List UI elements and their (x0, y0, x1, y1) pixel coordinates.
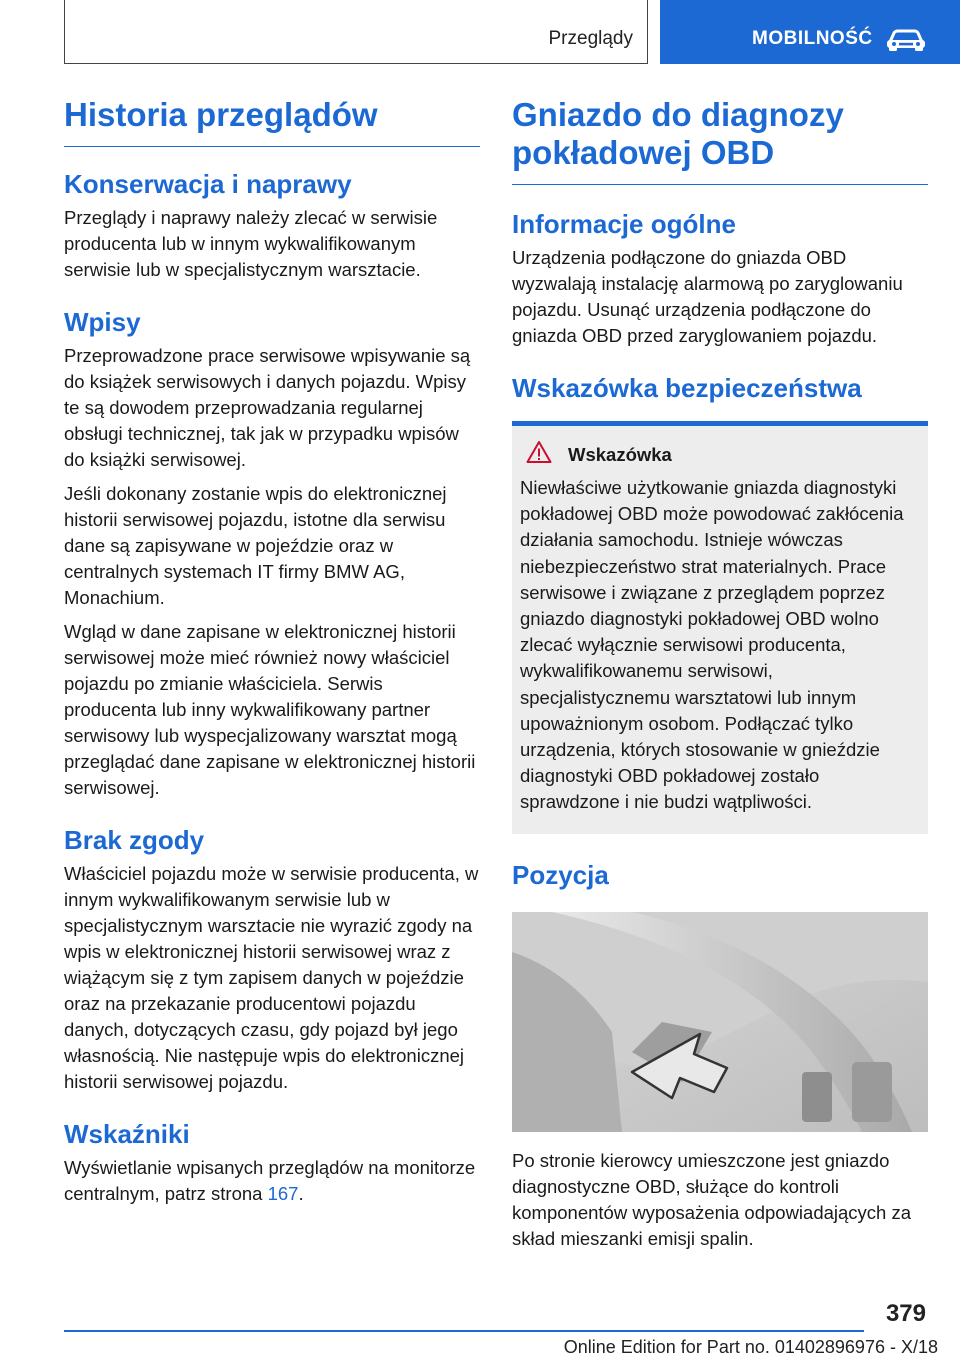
page-number: 379 (885, 1300, 926, 1327)
page-link-167[interactable]: 167 (267, 1183, 299, 1204)
paragraph: Przeprowadzone prace serwisowe wpisywanie są do książek serwisowych i danych pojazdu. Wpisy te są dowodem przeprowadzania regularnej obsługi technicznej, tak jak w przypadku wpisów do książki serwisowej. (64, 345, 471, 470)
paragraph: Jeśli dokonany zostanie wpis do elektronicznej historii serwisowej pojazdu, istotne dla serwisu dane są zapisywane w pojeździe oraz w centralnych systemach IT firmy BMW AG, Monachium. (64, 483, 447, 608)
heading-brak-zgody: Brak zgody (64, 825, 205, 855)
header-section-title: Przeglądy (548, 28, 633, 49)
warning-title: Wskazówka (568, 443, 672, 465)
header-section-box (64, 0, 648, 64)
warning-text: Niewłaściwe użytkowanie gniazda diagnostyki pokładowej OBD może powodować zakłócenia działania samochodu. Istnieje wówczas niebezpieczeństwo strat materialnych. Prace serwisowe i związane z przeglądem poprzez gniazdo diagnostyki pokładowej OBD wolno zlecać wyłącznie serwisowi producenta, wykwalifikowanemu serwisowi, specjalistycznemu warsztatowi lub innym upoważnionym osobom. Podłączać tylko urządzenia, których stosowanie w gnieździe diagnostyki OBD pokładowej zostało sprawdzone i nie budzi wątpliwości. (520, 477, 904, 813)
right-page-title: Gniazdo do diagnozy pokładowej OBD (512, 96, 928, 185)
right-column (512, 96, 928, 1252)
heading-informacje-ogolne: Informacje ogólne (512, 209, 736, 239)
heading-wskazniki: Wskaźniki (64, 1119, 190, 1149)
heading-pozycja: Pozycja (512, 859, 609, 890)
warning-triangle-icon (526, 440, 552, 469)
footer-divider (64, 1330, 864, 1332)
footer-edition: Online Edition for Part no. 01402896976 - X/18 (563, 1337, 938, 1357)
car-icon (884, 28, 928, 57)
warning-header (520, 440, 920, 469)
paragraph: Po stronie kierowcy umieszczone jest gniazdo diagnostyczne OBD, służące do kontroli komponentów wyposażenia odpowiadających za skład mieszanki emisji spalin. (512, 1149, 912, 1249)
header-chapter-tab[interactable] (660, 0, 960, 64)
left-column (64, 96, 480, 1207)
paragraph-page-reference (64, 1155, 480, 1207)
heading-wskazowka-bezpieczenstwa: Wskazówka bezpieczeństwa (512, 373, 862, 403)
paragraph-end: . (298, 1183, 304, 1204)
paragraph: Wgląd w dane zapisane w elektronicznej historii serwisowej może mieć również nowy właściciel pojazdu po zmianie właściciela. Serwis producenta lub inny wykwalifikowany partner serwisowy lub wyspecjalizowany warsztat mogą przeglądać dane zapisane w elektronicznej historii serwisowej. (64, 621, 476, 798)
paragraph: Urządzenia podłączone do gniazda OBD wyzwalają instalację alarmową po zaryglowaniu pojazdu. Usunąć urządzenia podłączone do gniazda OBD przed zaryglowaniem pojazdu. (512, 247, 903, 346)
header-chapter-label: MOBILNOŚĆ (752, 28, 873, 49)
paragraph: Przeglądy i naprawy należy zlecać w serwisie producenta lub w innym wykwalifikowanym serwisie lub w specjalistycznym warsztacie. (64, 207, 438, 280)
warning-box (512, 421, 928, 834)
paragraph-text: Wyświetlanie wpisanych przeglądów na monitorze centralnym, patrz strona (64, 1157, 476, 1204)
obd-location-photo (512, 912, 928, 1132)
paragraph: Właściciel pojazdu może w serwisie producenta, w innym wykwalifikowanym serwisie lub w specjalistycznym warsztacie nie wyrazić zgody na wpis w elektronicznej historii serwisowej wraz z wiążącym się z tym zapisem danych w pojeździe oraz na przekazanie producentowi pojazdu danych, dotyczących czasu, gdy pojazd był jego własnością. Nie następuje wpis do elektronicznej historii serwisowej pojazdu. (64, 863, 479, 1092)
heading-wpisy: Wpisy (64, 307, 141, 337)
left-page-title: Historia przeglądów (64, 96, 480, 147)
heading-konserwacja: Konserwacja i naprawy (64, 169, 352, 199)
